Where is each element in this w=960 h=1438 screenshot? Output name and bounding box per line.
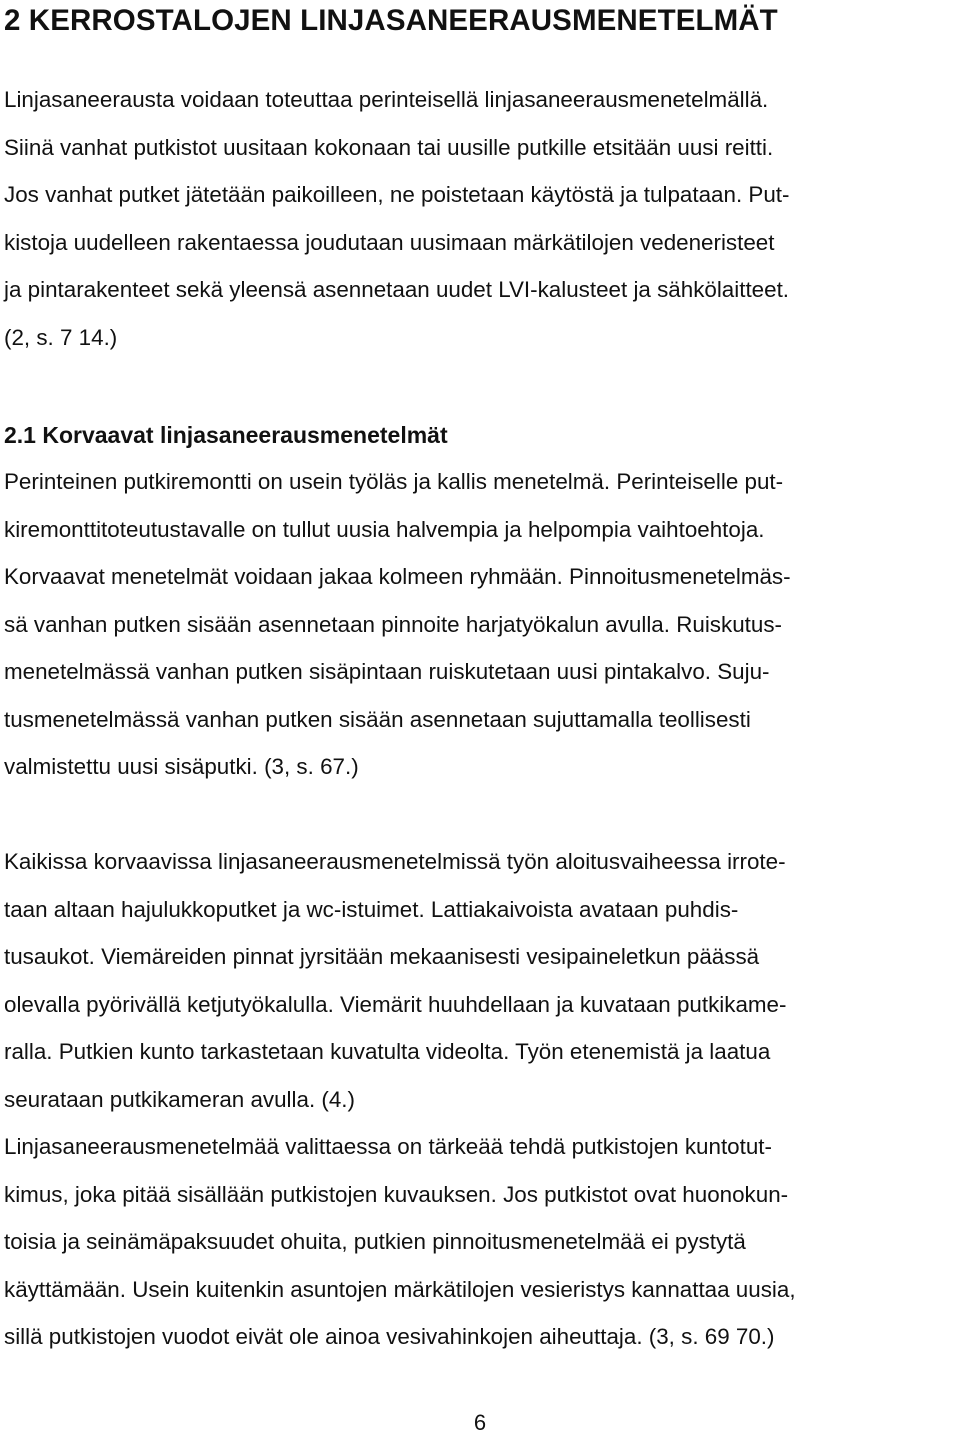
chapter-title: 2 KERROSTALOJEN LINJASANEERAUSMENETELMÄT [4, 4, 778, 37]
text-line: tusmenetelmässä vanhan putken sisään asennetaan sujuttamalla teollisesti [4, 706, 751, 732]
text-line: sä vanhan putken sisään asennetaan pinnoite harjatyökalun avulla. Ruiskutus- [4, 611, 782, 637]
text-line: Linjasaneerausmenetelmää valittaessa on tärkeää tehdä putkistojen kuntotut- [4, 1134, 772, 1159]
text-line: seurataan putkikameran avulla. (4.) [4, 1086, 355, 1112]
text-line: ja pintarakenteet sekä yleensä asennetaan uudet LVI-kalusteet ja sähkölaitteet. [4, 277, 790, 302]
paragraph-method-selection [4, 1123, 796, 1361]
text-line: (2, s. 7 14.) [4, 324, 118, 350]
text-line: kimus, joka pitää sisällään putkistojen kuvauksen. Jos putkistot ovat huonokun- [4, 1181, 789, 1207]
text-line: Kaikissa korvaavissa linjasaneerausmenetelmissä työn aloitusvaiheessa irrote- [4, 849, 786, 874]
text-line: tusaukot. Viemäreiden pinnat jyrsitään mekaanisesti vesipaineletkun päässä [4, 944, 760, 969]
text-line: valmistettu uusi sisäputki. (3, s. 67.) [4, 754, 359, 779]
text-line: Siinä vanhat putkistot uusitaan kokonaan tai uusille putkille etsitään uusi reitti. [4, 134, 774, 160]
text-line: ralla. Putkien kunto tarkastetaan kuvatulta videolta. Työn etenemistä ja laatua [4, 1039, 771, 1064]
text-line: toisia ja seinämäpaksuudet ohuita, putkien pinnoitusmenetelmää ei pystytä [4, 1229, 746, 1254]
text-line: menetelmässä vanhan putken sisäpintaan ruiskutetaan uusi pintakalvo. Suju- [4, 659, 770, 684]
section-heading: 2.1 Korvaavat linjasaneerausmenetelmät [4, 422, 448, 448]
text-line: Jos vanhat putket jätetään paikoilleen, ne poistetaan käytöstä ja tulpataan. Put- [4, 182, 790, 207]
page-number: 6 [473, 1410, 487, 1435]
text-line: taan altaan hajulukkoputket ja wc-istuimet. Lattiakaivoista avataan puhdis- [4, 896, 739, 922]
text-line: kistoja uudelleen rakentaessa joudutaan uusimaan märkätilojen vedeneristeet [4, 229, 775, 255]
paragraph-intro [4, 76, 789, 361]
text-line: kiremonttitoteutustavalle on tullut uusia halvempia ja helpompia vaihtoehtoja. [4, 516, 765, 542]
text-line: sillä putkistojen vuodot eivät ole ainoa vesivahinkojen aiheuttaja. (3, s. 69 70.) [4, 1324, 775, 1349]
text-line: olevalla pyörivällä ketjutyökalulla. Viemärit huuhdellaan ja kuvataan putkikame- [4, 991, 787, 1017]
paragraph-alternatives [4, 458, 791, 791]
text-line: käyttämään. Usein kuitenkin asuntojen märkätilojen vesieristys kannattaa uusia, [4, 1276, 796, 1302]
text-line: Linjasaneerausta voidaan toteuttaa perinteisellä linjasaneerausmenetelmällä. [4, 87, 769, 112]
text-line: Korvaavat menetelmät voidaan jakaa kolmeen ryhmään. Pinnoitusmenetelmäs- [4, 564, 791, 589]
text-line: Perinteinen putkiremontti on usein työläs ja kallis menetelmä. Perinteiselle put- [4, 469, 784, 494]
paragraph-work-phases [4, 838, 786, 1123]
